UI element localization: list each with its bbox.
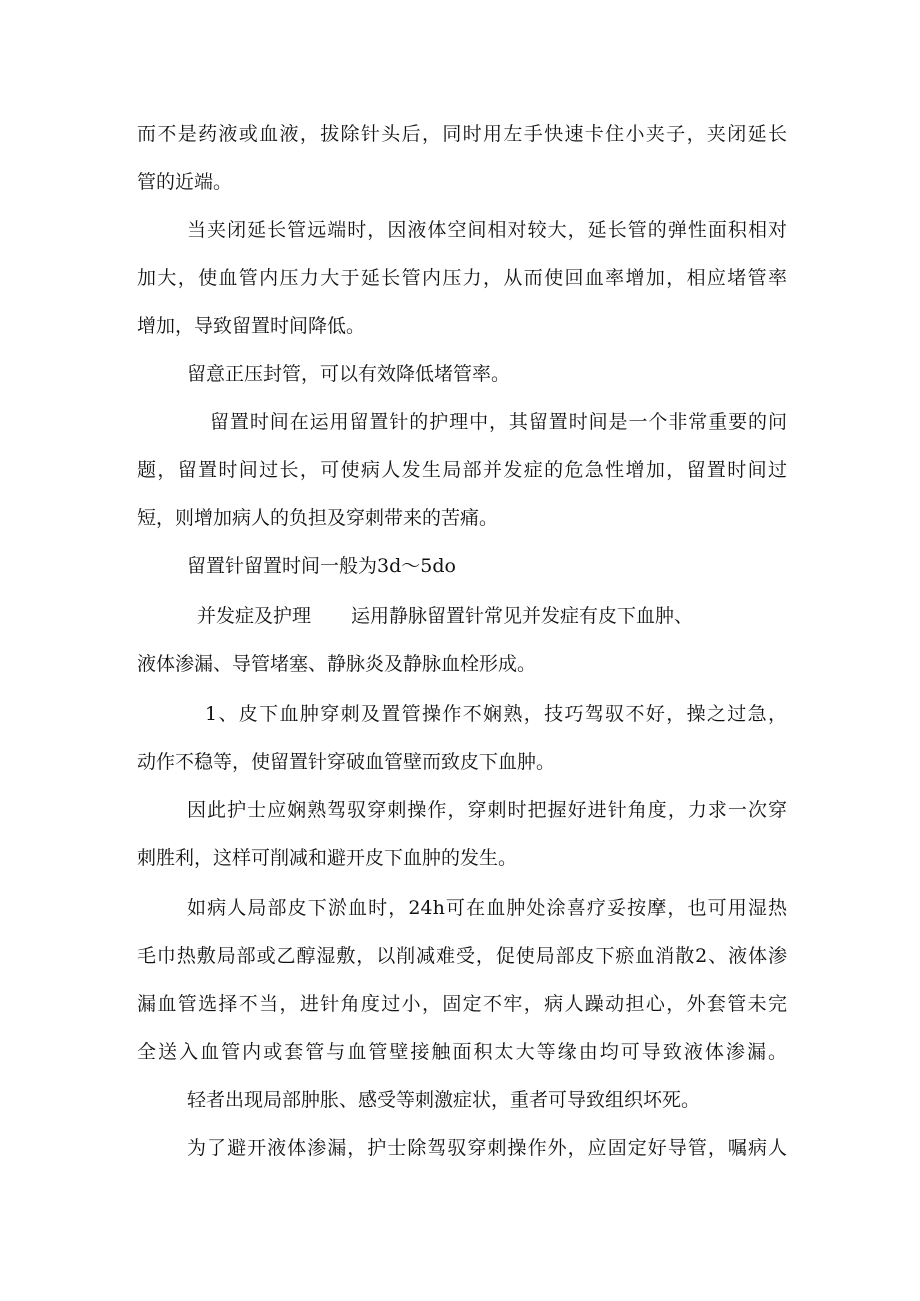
text-line: 短，则增加病人的负担及穿刺带来的苦痛。	[137, 507, 499, 529]
text-line: 因此护士应娴熟驾驭穿刺操作，穿刺时把握好进针角度，力求一次穿	[187, 799, 787, 821]
text-line: 留置针留置时间一般为3d～5do	[187, 555, 456, 577]
text-line: 刺胜利，这样可削减和避开皮下血肿的发生。	[137, 847, 518, 869]
text-line: 液体渗漏、导管堵塞、静脉炎及静脉血栓形成。	[137, 653, 537, 675]
text-line: 留置时间在运用留置针的护理中，其留置时间是一个非常重要的问	[210, 411, 787, 433]
text-line: 留意正压封管，可以有效降低堵管率。	[187, 363, 511, 385]
text-line: 当夹闭延长管远端时，因液体空间相对较大，延长管的弹性面积相对	[187, 219, 787, 241]
text-line: 题，留置时间过长，可使病人发生局部并发症的危急性增加，留置时间过	[137, 459, 787, 481]
text-line: 管的近端。	[137, 171, 233, 193]
section-heading: 并发症及护理	[197, 605, 312, 627]
text-line: 如病人局部皮下淤血时，24h可在血肿处涂喜疗妥按摩，也可用湿热	[187, 897, 787, 919]
text-line: 而不是药液或血液，拔除针头后，同时用左手快速卡住小夹子，夹闭延长	[137, 123, 787, 145]
text-line: 漏血管选择不当，进针角度过小，固定不牢，病人躁动担心，外套管未完	[137, 993, 787, 1015]
text-line: 毛巾热敷局部或乙醇湿敷，以削减难受，促使局部皮下瘀血消散2、液体渗	[137, 945, 787, 967]
text-line: 增加，导致留置时间降低。	[137, 315, 366, 337]
text-line: 全送入血管内或套管与血管壁接触面积太大等缘由均可导致液体渗漏。	[137, 1041, 787, 1063]
text-line: 轻者出现局部肿胀、感受等刺激症状，重者可导致组织坏死。	[187, 1089, 701, 1111]
text-line: 1、皮下血肿穿刺及置管操作不娴熟，技巧驾驭不好，操之过急，	[205, 703, 787, 725]
text-line	[197, 603, 787, 629]
section-intro-text: 运用静脉留置针常见并发症有皮下血肿、	[351, 605, 694, 627]
text-line: 加大，使血管内压力大于延长管内压力，从而使回血率增加，相应堵管率	[137, 267, 787, 289]
text-line: 动作不稳等，使留置针穿破血管壁而致皮下血肿。	[137, 751, 556, 773]
text-line: 为了避开液体渗漏，护士除驾驭穿刺操作外，应固定好导管，嘱病人	[187, 1137, 787, 1159]
